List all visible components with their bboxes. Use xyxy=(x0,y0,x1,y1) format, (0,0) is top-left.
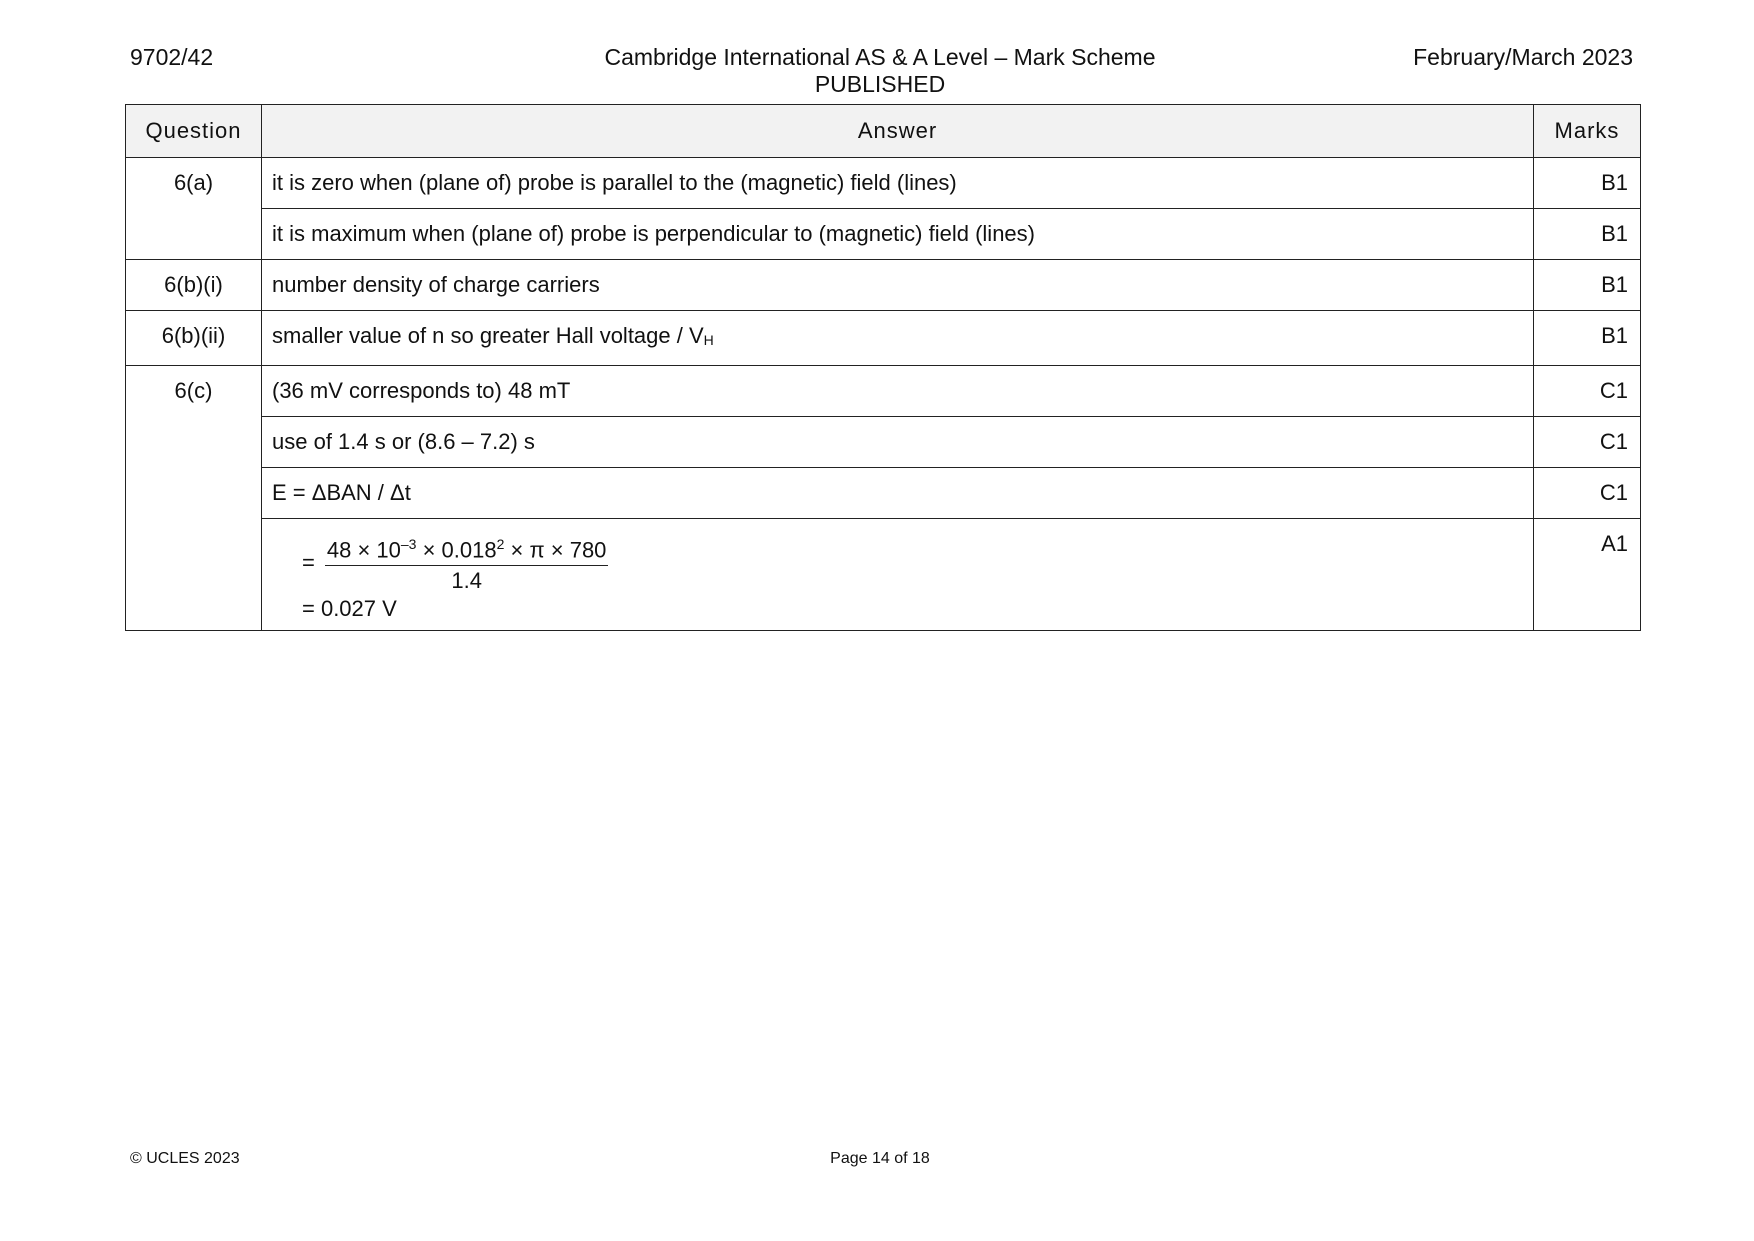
fraction xyxy=(325,531,609,594)
mark-cell: C1 xyxy=(1534,366,1641,417)
marks-header: Marks xyxy=(1534,105,1641,158)
answer-cell: it is maximum when (plane of) probe is perpendicular to (magnetic) field (lines) xyxy=(262,209,1534,260)
numerator-part-b: × 0.018 xyxy=(416,537,497,563)
answer-cell: use of 1.4 s or (8.6 – 7.2) s xyxy=(262,417,1534,468)
calculation-result: = 0.027 V xyxy=(302,596,397,622)
copyright: © UCLES 2023 xyxy=(130,1150,240,1167)
numerator-part-c: × π × 780 xyxy=(504,537,607,563)
table-row xyxy=(126,519,1641,631)
paper-code: 9702/42 xyxy=(130,44,214,70)
table-row xyxy=(126,366,1641,417)
answer-cell: E = ΔBAN / Δt xyxy=(262,468,1534,519)
numerator-part-a: 48 × 10 xyxy=(326,537,401,563)
table-row xyxy=(126,417,1641,468)
table-row xyxy=(126,209,1641,260)
fraction-denominator: 1.4 xyxy=(451,568,482,594)
hall-voltage-subscript: H xyxy=(703,332,714,348)
mark-cell: B1 xyxy=(1534,158,1641,209)
question-cell: 6(a) xyxy=(126,158,262,260)
mark-cell: C1 xyxy=(1534,417,1641,468)
mark-cell: B1 xyxy=(1534,311,1641,366)
answer-cell: number density of charge carriers xyxy=(262,260,1534,311)
table-header-row xyxy=(126,105,1641,158)
exponent-a: –3 xyxy=(400,536,417,552)
question-cell: 6(b)(ii) xyxy=(126,311,262,366)
question-header: Question xyxy=(126,105,262,158)
answer-text: smaller value of n so greater Hall voltage / V xyxy=(272,323,704,348)
page-number: Page 14 of 18 xyxy=(830,1150,930,1167)
question-cell: 6(c) xyxy=(126,366,262,631)
table-row xyxy=(126,311,1641,366)
table-row xyxy=(126,260,1641,311)
exponent-b: 2 xyxy=(496,536,505,552)
answer-cell xyxy=(262,311,1534,366)
published-status: PUBLISHED xyxy=(814,71,946,97)
question-cell: 6(b)(i) xyxy=(126,260,262,311)
calculation-block xyxy=(272,531,1523,622)
document-title xyxy=(500,44,1260,98)
answer-cell: it is zero when (plane of) probe is parallel to the (magnetic) field (lines) xyxy=(262,158,1534,209)
mark-cell: A1 xyxy=(1534,519,1641,631)
calculation-cell xyxy=(262,519,1534,631)
mark-cell: B1 xyxy=(1534,260,1641,311)
table-row xyxy=(126,158,1641,209)
answer-header: Answer xyxy=(262,105,1534,158)
mark-scheme-title: Cambridge International AS & A Level – Mark Scheme xyxy=(604,44,1156,70)
mark-cell: B1 xyxy=(1534,209,1641,260)
equals-sign: = xyxy=(302,549,315,575)
mark-scheme-table xyxy=(125,104,1641,631)
fraction-numerator xyxy=(325,531,609,566)
mark-cell: C1 xyxy=(1534,468,1641,519)
exam-session: February/March 2023 xyxy=(1413,44,1633,70)
table-row xyxy=(126,468,1641,519)
answer-cell: (36 mV corresponds to) 48 mT xyxy=(262,366,1534,417)
fraction-row xyxy=(302,531,1523,594)
